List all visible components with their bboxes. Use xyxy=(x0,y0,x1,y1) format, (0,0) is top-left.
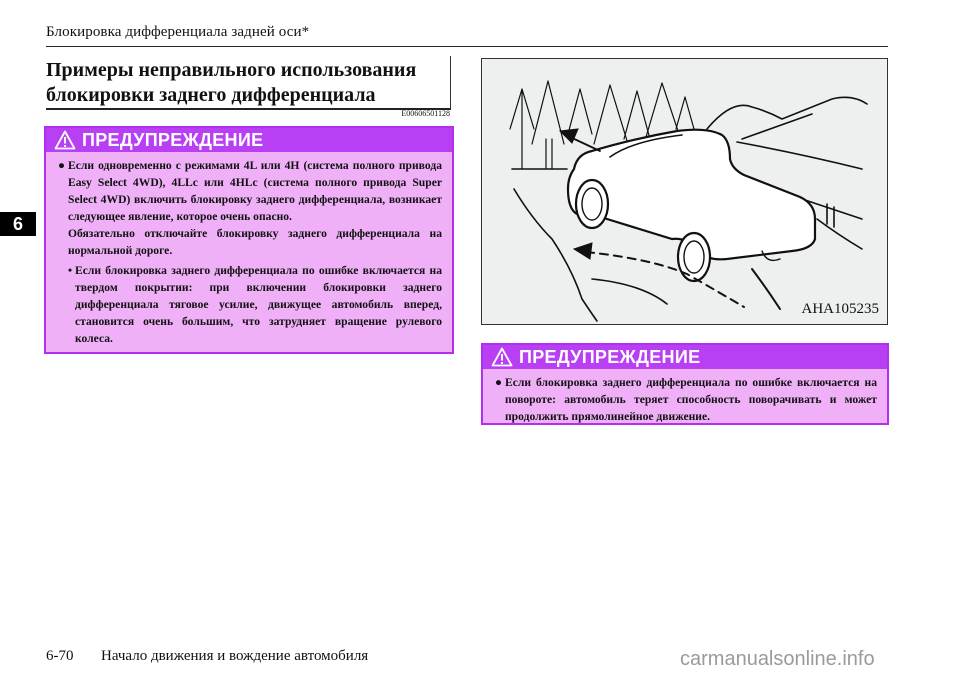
section-title-line2: блокировки заднего дифференциала xyxy=(46,84,376,106)
chapter-tab: 6 xyxy=(0,212,36,236)
warning-body xyxy=(483,369,887,431)
warning-sub-text: Если блокировка заднего дифференциала по ошибке включается на твердом покрытии: при включении блокировки заднего дифференциала тяговое усилие, движущее автомобиль вперед, становится очень большим, что затрудняет вращение рулевого колеса. xyxy=(75,264,442,345)
warning-box-left xyxy=(44,126,454,354)
warning-triangle-icon xyxy=(54,130,76,150)
warning-header xyxy=(46,128,452,152)
chapter-title: Начало движения и вождение автомобиля xyxy=(101,648,369,664)
watermark: carmanualsonline.info xyxy=(680,648,875,670)
section-code: E00606501128 xyxy=(401,109,450,118)
section-title xyxy=(46,58,446,108)
sub-bullet-icon: • xyxy=(68,264,73,277)
section-title-line1: Примеры неправильного использования xyxy=(46,59,417,81)
figure-code: AHA105235 xyxy=(801,301,879,317)
warning-bullet xyxy=(495,374,877,425)
warning-heading: ПРЕДУПРЕЖДЕНИЕ xyxy=(519,346,701,367)
bullet-icon: ● xyxy=(58,159,66,172)
warning-bullet xyxy=(58,157,442,225)
warning-instruction: Обязательно отключайте блокировку заднего дифференциала на нормальной дороге. xyxy=(68,227,442,257)
warning-body xyxy=(46,152,452,353)
warning-sub-bullet xyxy=(58,262,442,347)
running-header: Блокировка дифференциала задней оси* xyxy=(46,24,310,40)
page-number: 6-70 xyxy=(46,648,74,664)
warning-header xyxy=(483,345,887,369)
warning-main-text: Если одновременно с режимами 4L или 4H (система полного привода Easy Select 4WD), 4LLc или 4HLc (система полного привода Super Select 4WD) включить блокировку заднего дифференциала, возникает следующее явление, которое очень опасно. xyxy=(68,159,442,223)
illustration xyxy=(481,58,888,325)
header-rule xyxy=(46,46,888,47)
warning-heading: ПРЕДУПРЕЖДЕНИЕ xyxy=(82,129,264,150)
warning-triangle-icon xyxy=(491,347,513,367)
bullet-icon: ● xyxy=(495,376,503,389)
warning-box-right xyxy=(481,343,889,425)
car-on-curve-illustration xyxy=(482,59,887,324)
warning-text: Если блокировка заднего дифференциала по ошибке включается на повороте: автомобиль теряет способность поворачивать и может продолжить прямолинейное движение. xyxy=(505,376,877,423)
